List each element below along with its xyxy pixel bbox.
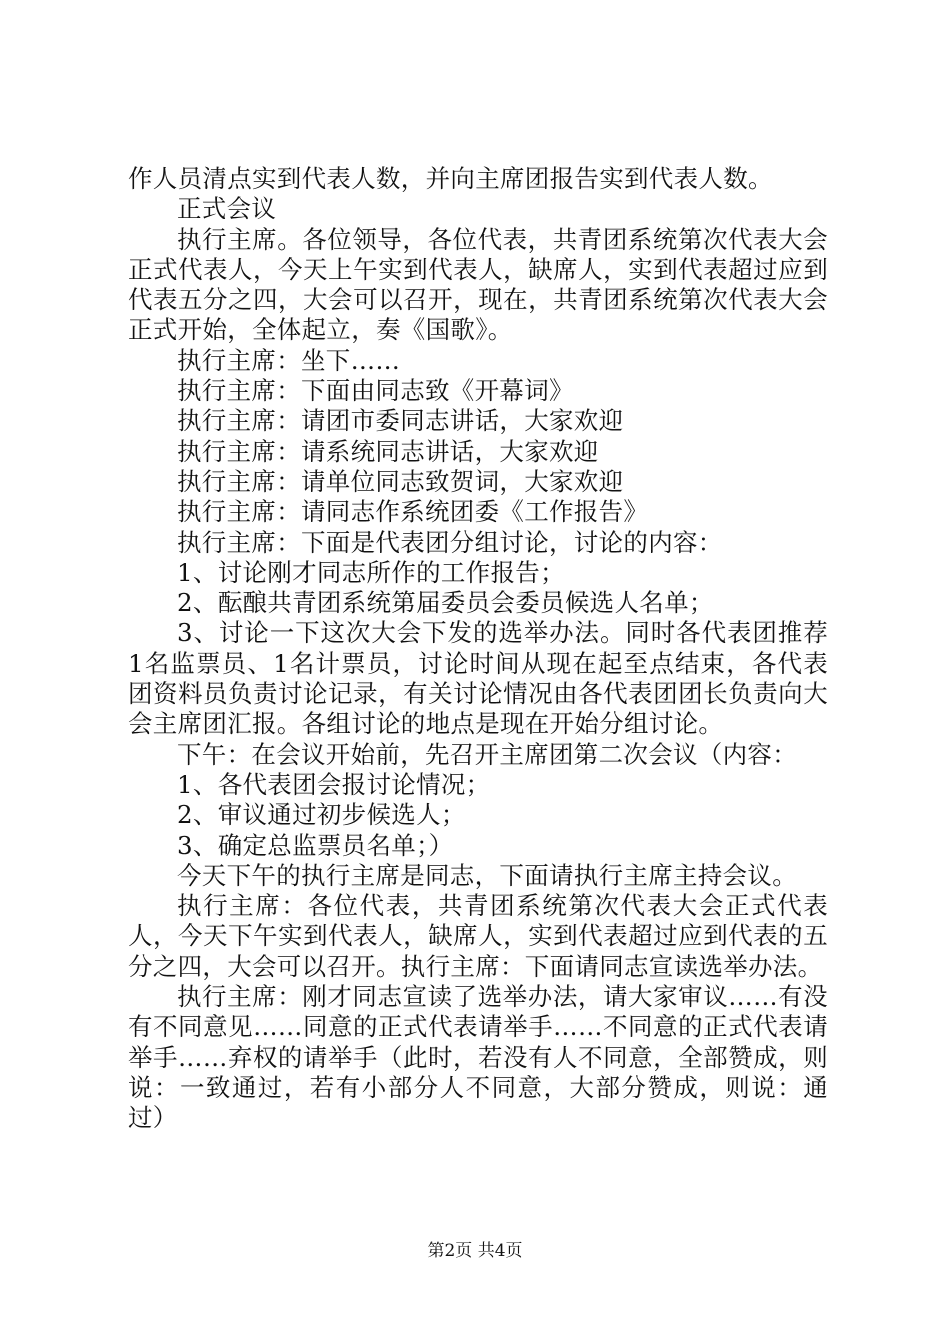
paragraph: 执行主席：下面由同志致《开幕词》 [177,376,574,406]
paragraph: 执行主席：刚才同志宣读了选举办法，请大家审议……有没有不同意见……同意的正式代表请举手……不同意的正式代表请举手……弃权的请举手（此时，若没有人不同意，全部赞成，则说：一致通过，若有小部分人不同意，大部分赞成，则说：通过） [128,982,828,1133]
paragraph: 今天下午的执行主席是同志，下面请执行主席主持会议。 [177,860,797,890]
list-item: 1、讨论刚才同志所作的工作报告； [177,557,565,587]
list-item: 2、审议通过初步候选人； [177,800,466,830]
document-body [128,164,828,1134]
list-item: 3、讨论一下这次大会下发的选举办法。同时各代表团推荐1名监票员、1名计票员，讨论时间从现在起至点结束，各代表团资料员负责讨论记录，有关讨论情况由各代表团团长负责向大会主席团汇报。各组讨论的地点是现在开始分组讨论。 [128,618,828,739]
paragraph: 执行主席：请团市委同志讲话，大家欢迎 [177,406,624,436]
paragraph: 下午：在会议开始前，先召开主席团第二次会议（内容： [177,739,797,769]
paragraph: 执行主席：坐下…… [177,345,401,375]
paragraph: 执行主席。各位领导，各位代表，共青团系统第次代表大会正式代表人，今天上午实到代表人，缺席人，实到代表超过应到代表五分之四，大会可以召开，现在，共青团系统第次代表大会正式开始，全体起立，奏《国歌》。 [128,224,828,345]
paragraph: 执行主席：各位代表，共青团系统第次代表大会正式代表人，今天下午实到代表人，缺席人，实到代表超过应到代表的五分之四，大会可以召开。执行主席：下面请同志宣读选举办法。 [128,891,828,981]
paragraph: 执行主席：请系统同志讲话，大家欢迎 [177,436,599,466]
paragraph-continuation: 作人员清点实到代表人数，并向主席团报告实到代表人数。 [128,164,773,193]
list-item: 1、各代表团会报讨论情况； [177,769,491,799]
section-heading: 正式会议 [177,194,277,224]
paragraph: 执行主席：下面是代表团分组讨论，讨论的内容： [177,527,723,557]
paragraph: 执行主席：请同志作系统团委《工作报告》 [177,497,649,527]
list-item: 2、酝酿共青团系统第届委员会委员候选人名单； [177,588,714,618]
list-item: 3、确定总监票员名单；） [177,830,454,860]
page-number-label: 第2页 共4页 [427,1241,523,1261]
paragraph: 执行主席：请单位同志致贺词，大家欢迎 [177,466,624,496]
page-footer [0,1240,950,1262]
